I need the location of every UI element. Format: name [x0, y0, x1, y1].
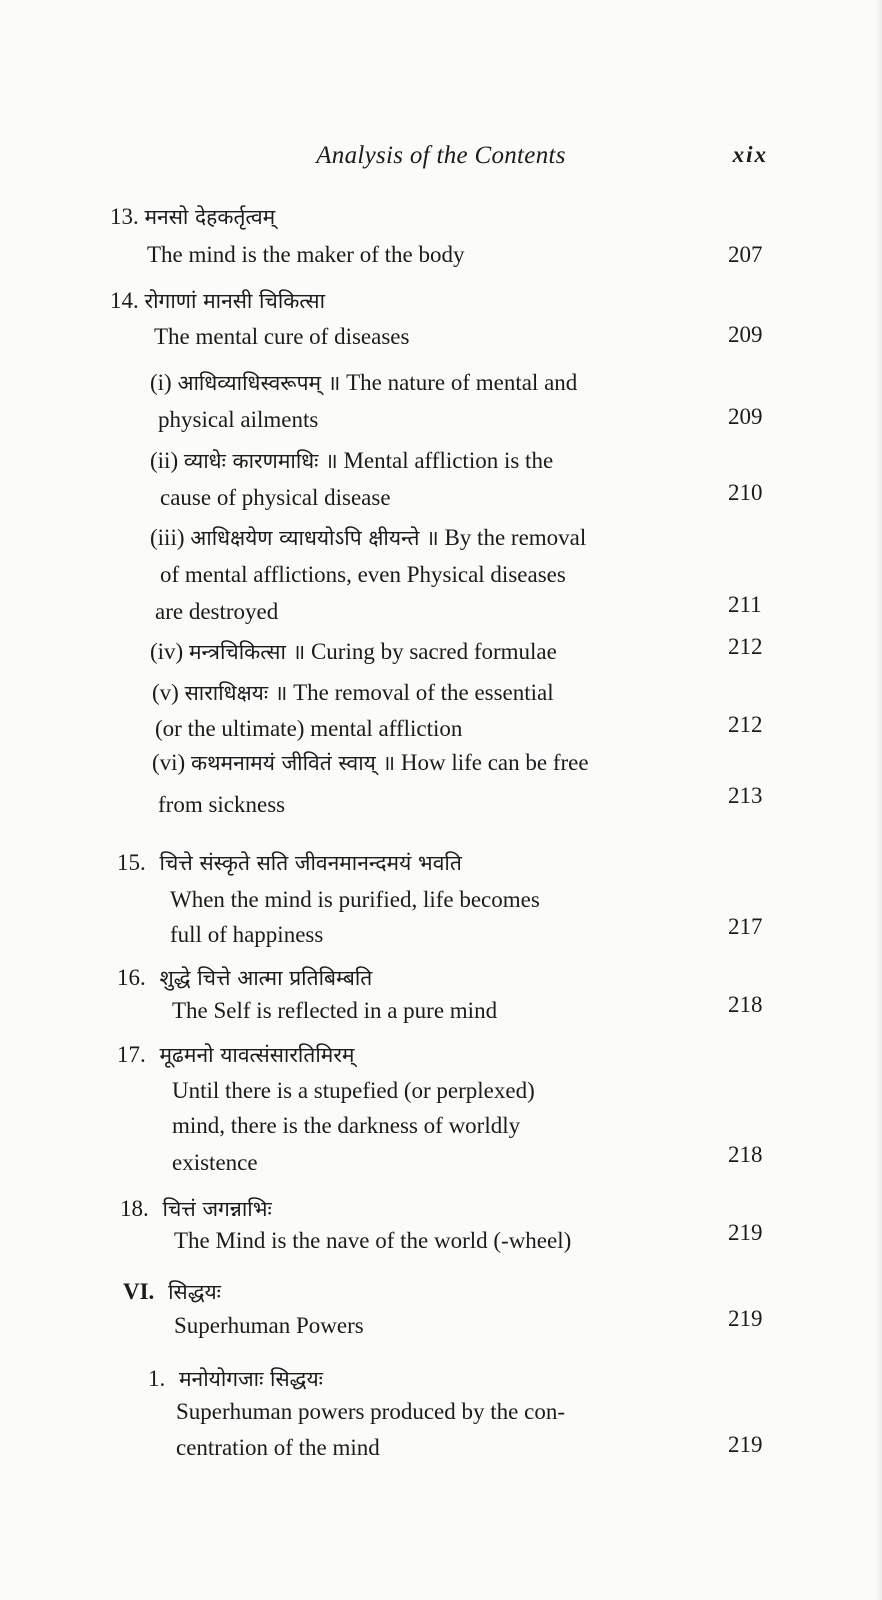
english-line: centration of the mind	[176, 1435, 380, 1460]
entry-number: 16.	[117, 965, 146, 990]
sanskrit-heading: साराधिक्षयः ॥	[184, 681, 288, 705]
page-folio: xix	[732, 142, 768, 167]
english-line: from sickness	[158, 792, 286, 817]
page-number: 209	[728, 404, 763, 429]
entry-13-heading	[110, 202, 275, 232]
entry-15-heading	[117, 848, 462, 878]
english-line: The Self is reflected in a pure mind	[172, 998, 498, 1023]
entry-number: (iv)	[150, 639, 184, 664]
english-line: physical ailments	[158, 407, 319, 432]
english-line: of mental afflictions, even Physical diseases	[160, 562, 566, 587]
entry-number: 17.	[117, 1042, 146, 1067]
page-number: 218	[728, 992, 763, 1017]
english-line: Superhuman powers produced by the con-	[176, 1399, 565, 1424]
sanskrit-heading: आधिव्याधिस्वरूपम् ॥	[177, 371, 341, 395]
entry-14-v	[152, 678, 554, 708]
page-number: 219	[728, 1220, 763, 1245]
page-number: 213	[728, 783, 763, 808]
entry-number: (i)	[150, 370, 172, 395]
entry-number: (v)	[152, 680, 179, 705]
sanskrit-heading: व्याधेः कारणमाधिः ॥	[183, 449, 338, 473]
entry-number: (ii)	[150, 448, 179, 473]
entry-14-i	[150, 368, 577, 398]
entry-number: 15.	[117, 850, 146, 875]
page-edge-shadow	[876, 0, 882, 1600]
sanskrit-heading: मनसो देहकर्तृत्वम्	[144, 205, 276, 229]
english-line: When the mind is purified, life becomes	[170, 887, 540, 912]
english-line: How life can be free	[400, 750, 589, 775]
section-number: VI.	[123, 1279, 155, 1304]
english-line: are destroyed	[155, 599, 279, 624]
entry-number: (iii)	[150, 525, 185, 550]
entry-number: 1.	[148, 1366, 166, 1391]
entry-14-ii	[150, 446, 553, 476]
entry-14-iii	[150, 523, 586, 553]
sanskrit-heading: कथमनामयं जीवितं स्वाय् ॥	[190, 751, 396, 775]
entry-17-heading	[117, 1040, 354, 1070]
sanskrit-heading: शुद्धे चित्ते आत्मा प्रतिबिम्बति	[159, 966, 373, 990]
entry-14-heading	[110, 286, 325, 316]
english-line: cause of physical disease	[160, 485, 391, 510]
page-number: 207	[728, 242, 763, 267]
page-number: 218	[728, 1142, 763, 1167]
page-number: 217	[728, 914, 763, 939]
english-line: full of happiness	[170, 922, 324, 947]
entry-vi-1-heading	[148, 1364, 323, 1394]
english-line: The removal of the essential	[293, 680, 554, 705]
entry-16-heading	[117, 963, 372, 993]
sanskrit-heading: मूढमनो यावत्संसारतिमिरम्	[159, 1043, 355, 1067]
english-line: The mind is the maker of the body	[147, 242, 465, 267]
page-number: 211	[728, 592, 762, 617]
page-number: 212	[728, 712, 763, 737]
english-line: Superhuman Powers	[174, 1313, 364, 1338]
english-line: existence	[172, 1150, 258, 1175]
sanskrit-heading: आधिक्षयेण व्याधयोऽपि क्षीयन्ते ॥	[190, 526, 439, 550]
page-number: 219	[728, 1432, 763, 1457]
running-title: Analysis of the Contents	[316, 142, 566, 169]
sanskrit-heading: मन्त्रचिकित्सा ॥	[188, 640, 306, 664]
english-line: The nature of mental and	[346, 370, 578, 395]
page-number: 219	[728, 1306, 763, 1331]
entry-number: 18.	[120, 1196, 149, 1221]
english-line: (or the ultimate) mental affliction	[155, 716, 463, 741]
entry-number: (vi)	[152, 750, 186, 775]
entry-14-vi	[152, 748, 589, 778]
entry-14-iv	[150, 637, 557, 667]
english-line: mind, there is the darkness of worldly	[172, 1113, 521, 1138]
english-line: Mental affliction is the	[343, 448, 554, 473]
page-number: 212	[728, 634, 763, 659]
page-number: 210	[728, 480, 763, 505]
english-line: The Mind is the nave of the world (-wheel)	[174, 1228, 572, 1253]
sanskrit-heading: मनोयोगजाः सिद्धयः	[179, 1367, 323, 1391]
english-line: Curing by sacred formulae	[310, 639, 557, 664]
sanskrit-heading: चित्तं जगन्नाभिः	[162, 1197, 272, 1221]
english-line: The mental cure of diseases	[154, 324, 410, 349]
entry-18-heading	[120, 1194, 272, 1224]
page-number: 209	[728, 322, 763, 347]
english-line: Until there is a stupefied (or perplexed)	[172, 1078, 535, 1103]
entry-number: 14.	[110, 288, 139, 313]
section-vi-heading	[123, 1277, 221, 1307]
entry-number: 13.	[110, 204, 139, 229]
sanskrit-heading: चित्ते संस्कृते सति जीवनमानन्दमयं भवति	[159, 851, 462, 875]
english-line: By the removal	[444, 525, 587, 550]
sanskrit-heading: रोगाणां मानसी चिकित्सा	[144, 289, 326, 313]
sanskrit-heading: सिद्धयः	[168, 1280, 221, 1304]
